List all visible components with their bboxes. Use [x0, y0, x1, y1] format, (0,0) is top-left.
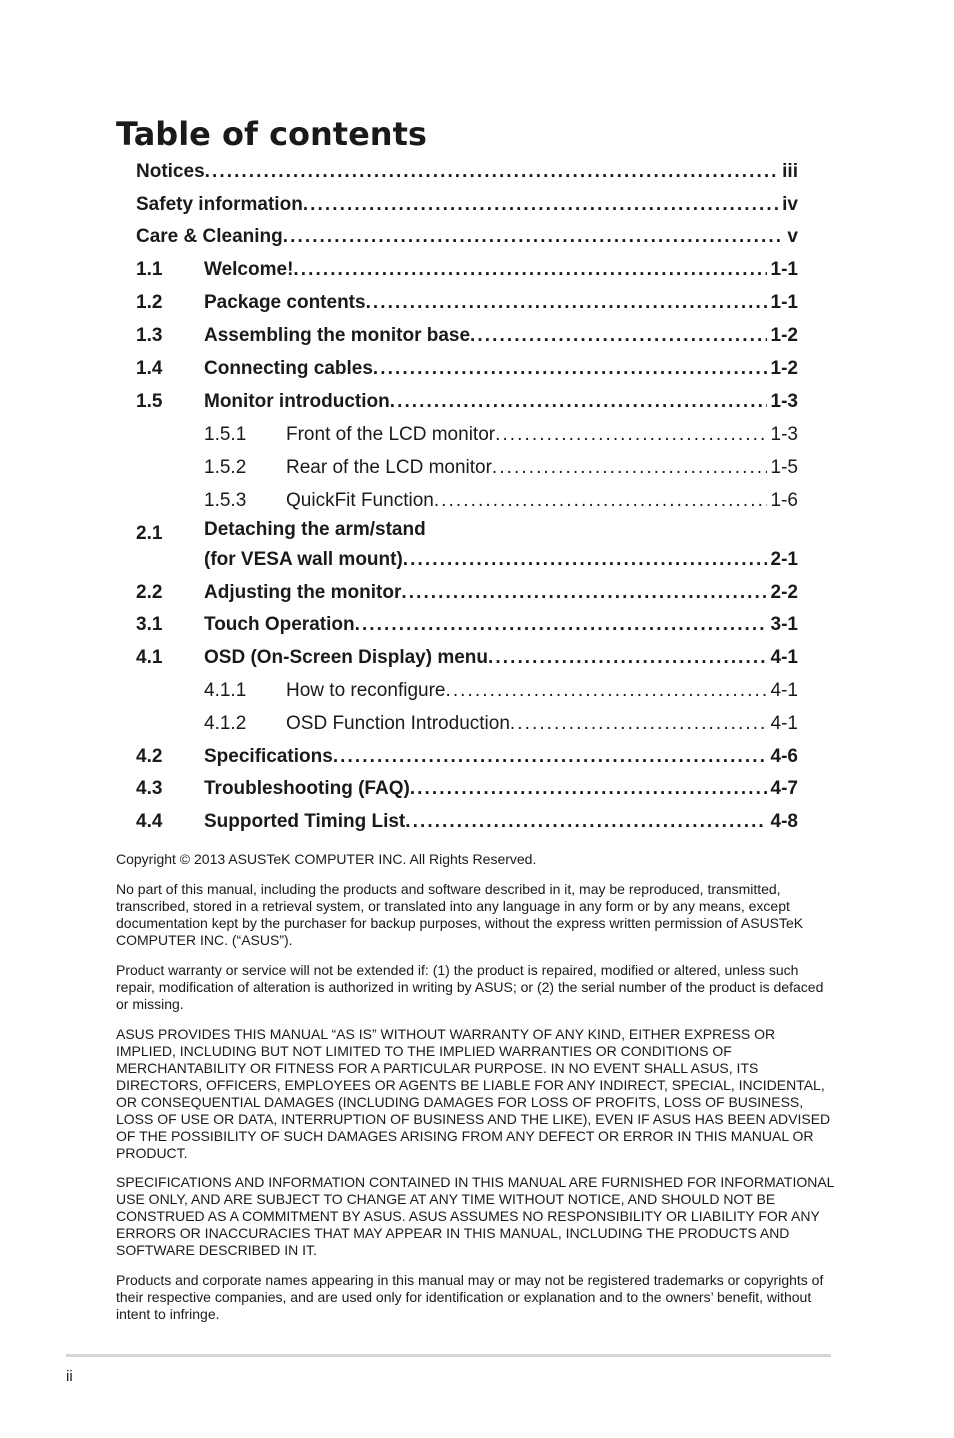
legal-paragraph-warranty: Product warranty or service will not be extended if: (1) the product is repaired, modified or altered, unless such repair, modification of alteration is authorized in writing by ASUS; or (2) the serial number of the product is defaced or missing.	[116, 962, 824, 1012]
legal-paragraph-disclaimer: ASUS PROVIDES THIS MANUAL “AS IS” WITHOUT WARRANTY OF ANY KIND, EITHER EXPRESS OR IMPLIED, INCLUDING BUT NOT LIMITED TO THE IMPLIED WARRANTIES OR CONDITIONS OF MERCHANTABILITY OR FITNESS FOR A PARTICULAR PURPOSE. IN NO EVENT SHALL ASUS, ITS DIRECTORS, OFFICERS, EMPLOYEES OR AGENTS BE LIABLE FOR ANY INDIRECT, SPECIAL, INCIDENTAL, OR CONSEQUENTIAL DAMAGES (INCLUDING DAMAGES FOR LOSS OF PROFITS, LOSS OF BUSINESS, LOSS OF USE OR DATA, INTERRUPTION OF BUSINESS AND THE LIKE), EVEN IF ASUS HAS BEEN ADVISED OF THE POSSIBILITY OF SUCH DAMAGES ARISING FROM ANY DEFECT OR ERROR IN THIS MANUAL OR PRODUCT.	[116, 1026, 831, 1161]
toc-entry-3-1[interactable]	[136, 608, 798, 641]
toc-entry-title: Monitor introduction	[204, 391, 390, 412]
toc-leader	[355, 608, 767, 641]
toc-entry-title: Connecting cables	[204, 358, 373, 379]
toc-entry-number: 1.1	[136, 259, 163, 280]
toc-entry-number: 1.4	[136, 358, 163, 379]
toc-entry-number: 1.5.3	[204, 490, 247, 511]
toc-entry-number: 4.1.2	[204, 713, 247, 734]
toc-leader	[283, 220, 784, 253]
toc-entry-1-3[interactable]	[136, 319, 798, 352]
toc-entry-title: Package contents	[204, 292, 366, 313]
page-number: ii	[66, 1368, 73, 1385]
toc-entry-number: 1.5.1	[204, 424, 247, 445]
toc-entry-title: Rear of the LCD monitor	[286, 457, 492, 478]
toc-entry-number: 2.2	[136, 582, 163, 603]
toc-leader	[495, 418, 766, 451]
toc-entry-care-cleaning[interactable]	[136, 220, 798, 253]
toc-entry-number: 4.3	[136, 778, 163, 799]
toc-entry-number: 2.1	[136, 523, 163, 544]
toc-entry-page: 1-6	[770, 490, 798, 511]
toc-entry-number: 1.5	[136, 391, 163, 412]
toc-entry-title: How to reconfigure	[286, 680, 446, 701]
toc-entry-title: Detaching the arm/stand	[204, 519, 426, 540]
toc-entry-page: 2-2	[770, 582, 798, 603]
toc-leader	[303, 188, 778, 221]
toc-entry-page: 4-8	[770, 811, 798, 832]
toc-entry-title: Touch Operation	[204, 614, 355, 635]
toc-entry-page: 1-3	[770, 424, 798, 445]
toc-entry-1-5-2[interactable]	[204, 451, 798, 484]
footer-divider	[66, 1354, 831, 1357]
toc-entry-number: 4.1	[136, 647, 163, 668]
toc-entry-title: Troubleshooting (FAQ)	[204, 778, 410, 799]
toc-entry-1-5[interactable]	[136, 385, 798, 418]
copyright-notice: Copyright © 2013 ASUSTeK COMPUTER INC. All Rights Reserved.	[116, 851, 537, 867]
toc-entry-4-1-2[interactable]	[204, 707, 798, 740]
toc-entry-page: 2-1	[770, 549, 798, 570]
toc-entry-number: 1.5.2	[204, 457, 247, 478]
legal-paragraph-reproduction: No part of this manual, including the products and software described in it, may be reproduced, transmitted, transcribed, stored in a retrieval system, or translated into any language in any form or by any means, except documentation kept by the purchaser for backup purposes, without the express written permission of ASUSTeK COMPUTER INC. (“ASUS”).	[116, 881, 804, 948]
toc-entry-page: 1-2	[770, 358, 798, 379]
toc-entry-title: Supported Timing List	[204, 811, 406, 832]
toc-entry-page: 4-1	[770, 680, 798, 701]
legal-paragraph-trademarks: Products and corporate names appearing in this manual may or may not be registered trademarks or copyrights of their respective companies, and are used only for identification or explanation and to the owners’ benefit, without intent to infringe.	[116, 1272, 824, 1322]
toc-entry-1-5-3[interactable]	[204, 484, 798, 517]
toc-entry-4-3[interactable]	[136, 772, 798, 805]
toc-entry-title: QuickFit Function	[286, 490, 434, 511]
toc-leader	[205, 155, 779, 188]
toc-entry-page: 4-6	[770, 746, 798, 767]
toc-entry-safety-information[interactable]	[136, 188, 798, 221]
legal-paragraph-specifications: SPECIFICATIONS AND INFORMATION CONTAINED IN THIS MANUAL ARE FURNISHED FOR INFORMATIONAL USE ONLY, AND ARE SUBJECT TO CHANGE AT ANY TIME WITHOUT NOTICE, AND SHOULD NOT BE CONSTRUED AS A COMMITMENT BY ASUS. ASUS ASSUMES NO RESPONSIBILITY OR LIABILITY FOR ANY ERRORS OR INACCURACIES THAT MAY APPEAR IN THIS MANUAL, INCLUDING THE PRODUCTS AND SOFTWARE DESCRIBED IN IT.	[116, 1174, 834, 1258]
toc-leader	[401, 576, 766, 609]
toc-leader	[510, 707, 767, 740]
toc-entry-page: iii	[782, 161, 798, 182]
toc-entry-4-2[interactable]	[136, 740, 798, 773]
toc-entry-number: 4.1.1	[204, 680, 247, 701]
toc-entry-page: iv	[782, 194, 798, 215]
toc-entry-number: 1.3	[136, 325, 163, 346]
toc-entry-title: Assembling the monitor base	[204, 325, 471, 346]
toc-entry-4-1-1[interactable]	[204, 674, 798, 707]
toc-entry-page: v	[787, 226, 798, 247]
toc-leader	[470, 319, 766, 352]
toc-entry-page: 1-1	[770, 259, 798, 280]
toc-entry-page: 1-3	[770, 391, 798, 412]
toc-leader	[390, 385, 767, 418]
toc-entry-page: 4-1	[770, 647, 798, 668]
page-title: Table of contents	[116, 115, 427, 153]
toc-entry-title: Front of the LCD monitor	[286, 424, 496, 445]
toc-entry-1-1[interactable]	[136, 253, 798, 286]
toc-entry-2-2[interactable]	[136, 576, 798, 609]
toc-leader	[373, 352, 767, 385]
toc-entry-title: Adjusting the monitor	[204, 582, 402, 603]
toc-entry-page: 4-7	[770, 778, 798, 799]
toc-entry-page: 1-5	[770, 457, 798, 478]
toc-entry-page: 4-1	[770, 713, 798, 734]
toc-entry-notices[interactable]	[136, 155, 798, 188]
toc-leader	[403, 543, 767, 576]
toc-entry-title: Care & Cleaning	[136, 226, 283, 247]
toc-leader	[410, 772, 767, 805]
toc-leader	[492, 451, 767, 484]
toc-entry-page: 3-1	[770, 614, 798, 635]
toc-entry-title: OSD (On-Screen Display) menu	[204, 647, 489, 668]
toc-leader	[445, 674, 766, 707]
toc-entry-number: 4.4	[136, 811, 163, 832]
toc-entry-1-5-1[interactable]	[204, 418, 798, 451]
toc-leader	[333, 740, 767, 773]
toc-entry-title: OSD Function Introduction	[286, 713, 510, 734]
toc-entry-2-1[interactable]	[136, 517, 798, 576]
toc-entry-page: 1-1	[770, 292, 798, 313]
toc-entry-1-4[interactable]	[136, 352, 798, 385]
toc-entry-number: 3.1	[136, 614, 163, 635]
toc-entry-page: 1-2	[770, 325, 798, 346]
toc-entry-title: Specifications	[204, 746, 333, 767]
toc-entry-title: Notices	[136, 161, 205, 182]
toc-entry-title: Welcome!	[204, 259, 294, 280]
toc-entry-title-line2: (for VESA wall mount)	[204, 549, 403, 570]
toc-entry-title: Safety information	[136, 194, 303, 215]
toc-entry-4-1[interactable]	[136, 641, 798, 674]
toc-leader	[293, 253, 766, 286]
toc-leader	[434, 484, 767, 517]
toc-leader	[366, 286, 767, 319]
toc-entry-4-4[interactable]	[136, 805, 798, 838]
toc-entry-number: 4.2	[136, 746, 163, 767]
toc-entry-number: 1.2	[136, 292, 163, 313]
toc-leader	[405, 805, 766, 838]
toc-leader	[488, 641, 767, 674]
toc-entry-1-2[interactable]	[136, 286, 798, 319]
